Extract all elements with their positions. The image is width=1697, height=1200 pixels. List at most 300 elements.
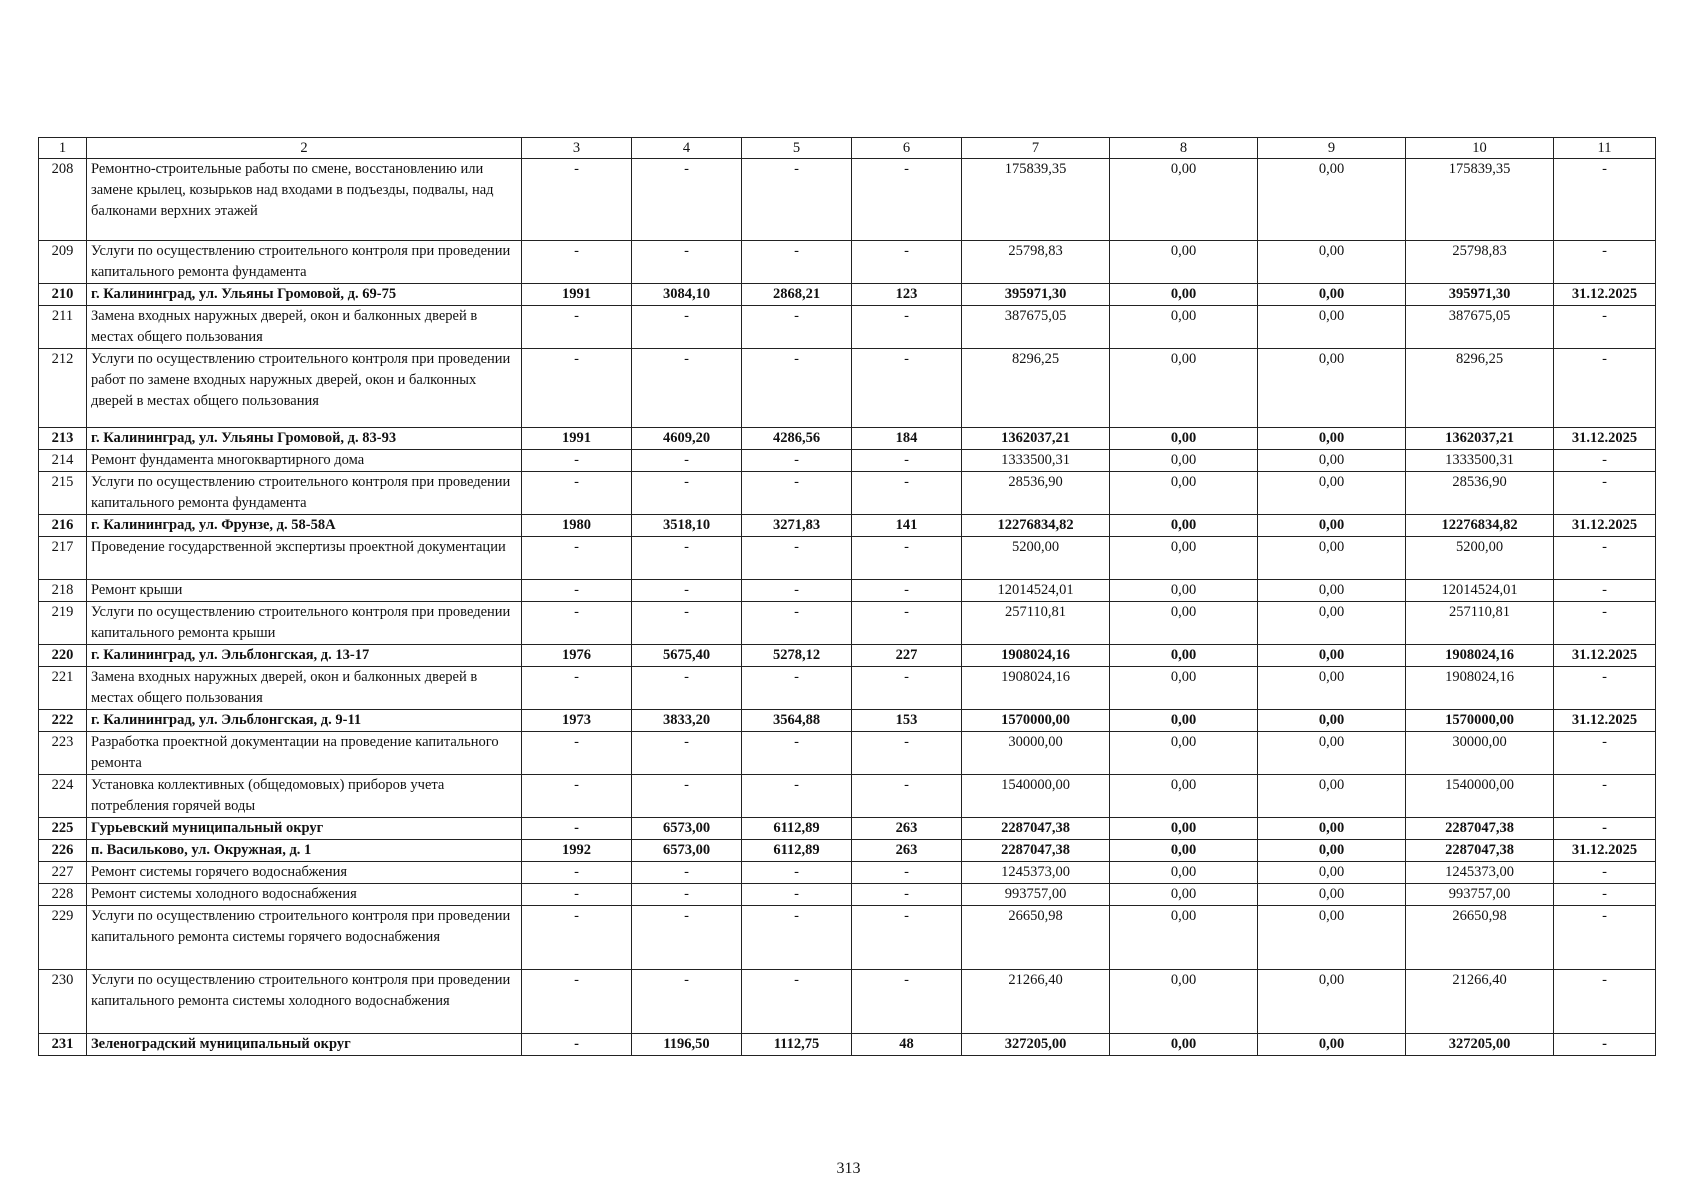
works-table [38, 137, 1656, 1056]
area-total-cell: 3084,10 [632, 284, 742, 306]
cost-col10-cell: 1908024,16 [1406, 645, 1554, 667]
year-cell: 1991 [522, 284, 632, 306]
cost-col9-cell: 0,00 [1258, 306, 1406, 349]
completion-date-cell: - [1554, 472, 1656, 515]
table-row [39, 645, 1656, 667]
cost-total-cell: 1908024,16 [962, 667, 1110, 710]
cost-total-cell: 12276834,82 [962, 515, 1110, 537]
cost-col8-cell: 0,00 [1110, 241, 1258, 284]
cost-total-cell: 8296,25 [962, 349, 1110, 428]
cost-col8-cell: 0,00 [1110, 515, 1258, 537]
year-cell: - [522, 862, 632, 884]
cost-col10-cell: 26650,98 [1406, 906, 1554, 970]
year-cell: - [522, 1034, 632, 1056]
year-cell: 1976 [522, 645, 632, 667]
row-number: 213 [39, 428, 87, 450]
cost-col8-cell: 0,00 [1110, 1034, 1258, 1056]
row-description: Ремонт фундамента многоквартирного дома [87, 450, 522, 472]
completion-date-cell: 31.12.2025 [1554, 515, 1656, 537]
area-living-cell: 6112,89 [742, 818, 852, 840]
table-row [39, 862, 1656, 884]
area-total-cell: - [632, 775, 742, 818]
area-total-cell: - [632, 970, 742, 1034]
cost-col9-cell: 0,00 [1258, 472, 1406, 515]
cost-col8-cell: 0,00 [1110, 732, 1258, 775]
row-number: 217 [39, 537, 87, 580]
cost-col10-cell: 1908024,16 [1406, 667, 1554, 710]
cost-col8-cell: 0,00 [1110, 159, 1258, 241]
area-living-cell: - [742, 862, 852, 884]
residents-cell: - [852, 862, 962, 884]
completion-date-cell: - [1554, 306, 1656, 349]
area-living-cell: 1112,75 [742, 1034, 852, 1056]
col-header-1: 1 [39, 138, 87, 159]
row-description: Услуги по осуществлению строительного контроля при проведении капитального ремонта фундамента [87, 472, 522, 515]
year-cell: - [522, 450, 632, 472]
area-living-cell: 6112,89 [742, 840, 852, 862]
col-header-10: 10 [1406, 138, 1554, 159]
row-description: Ремонт крыши [87, 580, 522, 602]
cost-total-cell: 1362037,21 [962, 428, 1110, 450]
cost-total-cell: 257110,81 [962, 602, 1110, 645]
table-row [39, 602, 1656, 645]
row-description: Разработка проектной документации на проведение капитального ремонта [87, 732, 522, 775]
table-row [39, 775, 1656, 818]
table-row [39, 667, 1656, 710]
residents-cell: 227 [852, 645, 962, 667]
area-total-cell: 1196,50 [632, 1034, 742, 1056]
area-living-cell: - [742, 970, 852, 1034]
cost-total-cell: 26650,98 [962, 906, 1110, 970]
year-cell: - [522, 159, 632, 241]
residents-cell: - [852, 450, 962, 472]
residents-cell: - [852, 580, 962, 602]
cost-total-cell: 395971,30 [962, 284, 1110, 306]
col-header-9: 9 [1258, 138, 1406, 159]
cost-col10-cell: 257110,81 [1406, 602, 1554, 645]
area-living-cell: - [742, 732, 852, 775]
row-description: Проведение государственной экспертизы проектной документации [87, 537, 522, 580]
cost-col9-cell: 0,00 [1258, 1034, 1406, 1056]
col-header-5: 5 [742, 138, 852, 159]
cost-total-cell: 2287047,38 [962, 818, 1110, 840]
cost-col9-cell: 0,00 [1258, 818, 1406, 840]
row-number: 223 [39, 732, 87, 775]
residents-cell: - [852, 306, 962, 349]
residents-cell: 141 [852, 515, 962, 537]
year-cell: - [522, 349, 632, 428]
cost-col9-cell: 0,00 [1258, 710, 1406, 732]
cost-total-cell: 28536,90 [962, 472, 1110, 515]
area-living-cell: - [742, 602, 852, 645]
cost-total-cell: 1245373,00 [962, 862, 1110, 884]
area-total-cell: - [632, 884, 742, 906]
year-cell: 1973 [522, 710, 632, 732]
year-cell: 1992 [522, 840, 632, 862]
row-number: 210 [39, 284, 87, 306]
cost-col8-cell: 0,00 [1110, 906, 1258, 970]
cost-col10-cell: 175839,35 [1406, 159, 1554, 241]
area-living-cell: - [742, 580, 852, 602]
row-number: 224 [39, 775, 87, 818]
row-number: 214 [39, 450, 87, 472]
area-total-cell: 3518,10 [632, 515, 742, 537]
row-description: Ремонт системы холодного водоснабжения [87, 884, 522, 906]
completion-date-cell: - [1554, 884, 1656, 906]
table-row [39, 241, 1656, 284]
cost-col10-cell: 30000,00 [1406, 732, 1554, 775]
area-living-cell: - [742, 537, 852, 580]
col-header-2: 2 [87, 138, 522, 159]
table-row [39, 159, 1656, 241]
row-number: 226 [39, 840, 87, 862]
residents-cell: 184 [852, 428, 962, 450]
completion-date-cell: - [1554, 862, 1656, 884]
cost-col8-cell: 0,00 [1110, 667, 1258, 710]
cost-total-cell: 1908024,16 [962, 645, 1110, 667]
cost-col10-cell: 1245373,00 [1406, 862, 1554, 884]
area-living-cell: 5278,12 [742, 645, 852, 667]
area-living-cell: - [742, 349, 852, 428]
row-description: г. Калининград, ул. Эльблонгская, д. 13-17 [87, 645, 522, 667]
row-description: г. Калининград, ул. Фрунзе, д. 58-58А [87, 515, 522, 537]
cost-col10-cell: 21266,40 [1406, 970, 1554, 1034]
year-cell: - [522, 884, 632, 906]
year-cell: 1980 [522, 515, 632, 537]
cost-total-cell: 2287047,38 [962, 840, 1110, 862]
residents-cell: 153 [852, 710, 962, 732]
area-living-cell: 4286,56 [742, 428, 852, 450]
page-number: 313 [836, 1160, 861, 1177]
table-row [39, 450, 1656, 472]
year-cell: 1991 [522, 428, 632, 450]
col-header-3: 3 [522, 138, 632, 159]
table-row [39, 537, 1656, 580]
cost-col10-cell: 12276834,82 [1406, 515, 1554, 537]
residents-cell: 123 [852, 284, 962, 306]
area-living-cell: - [742, 306, 852, 349]
residents-cell: - [852, 349, 962, 428]
cost-col8-cell: 0,00 [1110, 428, 1258, 450]
cost-col9-cell: 0,00 [1258, 884, 1406, 906]
row-number: 225 [39, 818, 87, 840]
cost-total-cell: 30000,00 [962, 732, 1110, 775]
year-cell: - [522, 472, 632, 515]
row-description: г. Калининград, ул. Эльблонгская, д. 9-11 [87, 710, 522, 732]
area-total-cell: - [632, 159, 742, 241]
residents-cell: - [852, 775, 962, 818]
cost-col9-cell: 0,00 [1258, 906, 1406, 970]
cost-col10-cell: 2287047,38 [1406, 818, 1554, 840]
cost-col8-cell: 0,00 [1110, 862, 1258, 884]
cost-col8-cell: 0,00 [1110, 580, 1258, 602]
cost-col8-cell: 0,00 [1110, 645, 1258, 667]
row-description: г. Калининград, ул. Ульяны Громовой, д. 69-75 [87, 284, 522, 306]
table-row [39, 349, 1656, 428]
table-row [39, 710, 1656, 732]
cost-col9-cell: 0,00 [1258, 450, 1406, 472]
completion-date-cell: - [1554, 241, 1656, 284]
col-header-4: 4 [632, 138, 742, 159]
table-row [39, 884, 1656, 906]
completion-date-cell: - [1554, 667, 1656, 710]
table-row [39, 970, 1656, 1034]
area-total-cell: 5675,40 [632, 645, 742, 667]
cost-col8-cell: 0,00 [1110, 884, 1258, 906]
table-row [39, 428, 1656, 450]
completion-date-cell: 31.12.2025 [1554, 645, 1656, 667]
col-header-7: 7 [962, 138, 1110, 159]
table-row [39, 1034, 1656, 1056]
cost-total-cell: 387675,05 [962, 306, 1110, 349]
cost-col8-cell: 0,00 [1110, 840, 1258, 862]
area-total-cell: - [632, 450, 742, 472]
row-number: 219 [39, 602, 87, 645]
cost-col10-cell: 8296,25 [1406, 349, 1554, 428]
cost-col10-cell: 1333500,31 [1406, 450, 1554, 472]
year-cell: - [522, 306, 632, 349]
cost-col9-cell: 0,00 [1258, 732, 1406, 775]
completion-date-cell: 31.12.2025 [1554, 710, 1656, 732]
cost-col10-cell: 25798,83 [1406, 241, 1554, 284]
cost-total-cell: 1540000,00 [962, 775, 1110, 818]
row-description: Замена входных наружных дверей, окон и балконных дверей в местах общего пользования [87, 667, 522, 710]
row-number: 218 [39, 580, 87, 602]
table-row [39, 284, 1656, 306]
year-cell: - [522, 241, 632, 284]
row-description: Услуги по осуществлению строительного контроля при проведении капитального ремонта фундамента [87, 241, 522, 284]
cost-total-cell: 12014524,01 [962, 580, 1110, 602]
completion-date-cell: - [1554, 349, 1656, 428]
table-row [39, 906, 1656, 970]
completion-date-cell: - [1554, 970, 1656, 1034]
table-row [39, 472, 1656, 515]
table-row [39, 580, 1656, 602]
completion-date-cell: - [1554, 775, 1656, 818]
table-row [39, 306, 1656, 349]
residents-cell: 263 [852, 818, 962, 840]
row-number: 222 [39, 710, 87, 732]
table-row [39, 515, 1656, 537]
area-total-cell: 6573,00 [632, 818, 742, 840]
cost-col8-cell: 0,00 [1110, 284, 1258, 306]
cost-col9-cell: 0,00 [1258, 667, 1406, 710]
residents-cell: - [852, 732, 962, 775]
area-living-cell: - [742, 450, 852, 472]
area-total-cell: 3833,20 [632, 710, 742, 732]
row-number: 208 [39, 159, 87, 241]
row-description: Замена входных наружных дверей, окон и балконных дверей в местах общего пользования [87, 306, 522, 349]
area-total-cell: - [632, 241, 742, 284]
area-living-cell: 3271,83 [742, 515, 852, 537]
col-header-8: 8 [1110, 138, 1258, 159]
cost-col9-cell: 0,00 [1258, 159, 1406, 241]
cost-total-cell: 993757,00 [962, 884, 1110, 906]
area-living-cell: - [742, 906, 852, 970]
row-number: 215 [39, 472, 87, 515]
completion-date-cell: - [1554, 580, 1656, 602]
table-row [39, 840, 1656, 862]
area-total-cell: - [632, 306, 742, 349]
row-number: 212 [39, 349, 87, 428]
residents-cell: 263 [852, 840, 962, 862]
cost-col9-cell: 0,00 [1258, 840, 1406, 862]
cost-col9-cell: 0,00 [1258, 241, 1406, 284]
completion-date-cell: - [1554, 906, 1656, 970]
cost-col9-cell: 0,00 [1258, 970, 1406, 1034]
completion-date-cell: - [1554, 818, 1656, 840]
year-cell: - [522, 732, 632, 775]
cost-col8-cell: 0,00 [1110, 306, 1258, 349]
area-total-cell: - [632, 537, 742, 580]
residents-cell: 48 [852, 1034, 962, 1056]
row-number: 230 [39, 970, 87, 1034]
cost-col10-cell: 1362037,21 [1406, 428, 1554, 450]
row-description: Ремонтно-строительные работы по смене, восстановлению или замене крылец, козырьков над входами в подъезды, подвалы, над балконами верхних этажей [87, 159, 522, 241]
completion-date-cell: - [1554, 1034, 1656, 1056]
year-cell: - [522, 580, 632, 602]
cost-col9-cell: 0,00 [1258, 284, 1406, 306]
cost-col10-cell: 1540000,00 [1406, 775, 1554, 818]
row-description: п. Васильково, ул. Окружная, д. 1 [87, 840, 522, 862]
cost-col10-cell: 1570000,00 [1406, 710, 1554, 732]
row-number: 228 [39, 884, 87, 906]
completion-date-cell: - [1554, 732, 1656, 775]
cost-col9-cell: 0,00 [1258, 515, 1406, 537]
year-cell: - [522, 602, 632, 645]
completion-date-cell: 31.12.2025 [1554, 840, 1656, 862]
cost-total-cell: 5200,00 [962, 537, 1110, 580]
cost-col9-cell: 0,00 [1258, 428, 1406, 450]
area-living-cell: - [742, 667, 852, 710]
completion-date-cell: - [1554, 602, 1656, 645]
cost-col8-cell: 0,00 [1110, 472, 1258, 515]
area-total-cell: - [632, 862, 742, 884]
cost-col8-cell: 0,00 [1110, 710, 1258, 732]
cost-col8-cell: 0,00 [1110, 775, 1258, 818]
area-living-cell: 2868,21 [742, 284, 852, 306]
column-number-row [39, 138, 1656, 159]
area-living-cell: - [742, 775, 852, 818]
year-cell: - [522, 667, 632, 710]
completion-date-cell: - [1554, 450, 1656, 472]
cost-col10-cell: 387675,05 [1406, 306, 1554, 349]
completion-date-cell: - [1554, 537, 1656, 580]
residents-cell: - [852, 472, 962, 515]
table-row [39, 818, 1656, 840]
cost-total-cell: 175839,35 [962, 159, 1110, 241]
row-description: Установка коллективных (общедомовых) приборов учета потребления горячей воды [87, 775, 522, 818]
cost-col9-cell: 0,00 [1258, 537, 1406, 580]
area-living-cell: - [742, 472, 852, 515]
cost-col8-cell: 0,00 [1110, 349, 1258, 428]
row-number: 221 [39, 667, 87, 710]
area-living-cell: - [742, 884, 852, 906]
cost-col8-cell: 0,00 [1110, 818, 1258, 840]
cost-col8-cell: 0,00 [1110, 602, 1258, 645]
table-row [39, 732, 1656, 775]
row-number: 209 [39, 241, 87, 284]
area-total-cell: - [632, 667, 742, 710]
row-description: Гурьевский муниципальный округ [87, 818, 522, 840]
completion-date-cell: 31.12.2025 [1554, 284, 1656, 306]
row-number: 216 [39, 515, 87, 537]
cost-col10-cell: 395971,30 [1406, 284, 1554, 306]
cost-col10-cell: 993757,00 [1406, 884, 1554, 906]
area-total-cell: - [632, 602, 742, 645]
area-total-cell: 6573,00 [632, 840, 742, 862]
row-description: г. Калининград, ул. Ульяны Громовой, д. 83-93 [87, 428, 522, 450]
area-living-cell: - [742, 159, 852, 241]
area-total-cell: - [632, 349, 742, 428]
cost-col8-cell: 0,00 [1110, 970, 1258, 1034]
residents-cell: - [852, 159, 962, 241]
row-number: 220 [39, 645, 87, 667]
row-description: Услуги по осуществлению строительного контроля при проведении работ по замене входных наружных дверей, окон и балконных дверей в местах общего пользования [87, 349, 522, 428]
area-living-cell: - [742, 241, 852, 284]
cost-col9-cell: 0,00 [1258, 645, 1406, 667]
cost-col8-cell: 0,00 [1110, 537, 1258, 580]
completion-date-cell: - [1554, 159, 1656, 241]
cost-col10-cell: 28536,90 [1406, 472, 1554, 515]
area-total-cell: - [632, 580, 742, 602]
year-cell: - [522, 818, 632, 840]
area-total-cell: - [632, 732, 742, 775]
completion-date-cell: 31.12.2025 [1554, 428, 1656, 450]
row-description: Услуги по осуществлению строительного контроля при проведении капитального ремонта крыши [87, 602, 522, 645]
year-cell: - [522, 537, 632, 580]
row-description: Услуги по осуществлению строительного контроля при проведении капитального ремонта системы холодного водоснабжения [87, 970, 522, 1034]
cost-col10-cell: 2287047,38 [1406, 840, 1554, 862]
row-description: Зеленоградский муниципальный округ [87, 1034, 522, 1056]
cost-col9-cell: 0,00 [1258, 349, 1406, 428]
residents-cell: - [852, 537, 962, 580]
cost-col10-cell: 5200,00 [1406, 537, 1554, 580]
residents-cell: - [852, 884, 962, 906]
cost-col9-cell: 0,00 [1258, 862, 1406, 884]
row-description: Услуги по осуществлению строительного контроля при проведении капитального ремонта системы горячего водоснабжения [87, 906, 522, 970]
cost-col9-cell: 0,00 [1258, 580, 1406, 602]
row-number: 211 [39, 306, 87, 349]
cost-col9-cell: 0,00 [1258, 775, 1406, 818]
row-number: 231 [39, 1034, 87, 1056]
area-total-cell: 4609,20 [632, 428, 742, 450]
residents-cell: - [852, 602, 962, 645]
col-header-11: 11 [1554, 138, 1656, 159]
cost-total-cell: 21266,40 [962, 970, 1110, 1034]
residents-cell: - [852, 906, 962, 970]
cost-total-cell: 1333500,31 [962, 450, 1110, 472]
cost-col9-cell: 0,00 [1258, 602, 1406, 645]
col-header-6: 6 [852, 138, 962, 159]
year-cell: - [522, 775, 632, 818]
area-total-cell: - [632, 472, 742, 515]
residents-cell: - [852, 970, 962, 1034]
area-living-cell: 3564,88 [742, 710, 852, 732]
row-number: 227 [39, 862, 87, 884]
residents-cell: - [852, 667, 962, 710]
cost-col8-cell: 0,00 [1110, 450, 1258, 472]
year-cell: - [522, 906, 632, 970]
cost-total-cell: 1570000,00 [962, 710, 1110, 732]
row-description: Ремонт системы горячего водоснабжения [87, 862, 522, 884]
residents-cell: - [852, 241, 962, 284]
cost-col10-cell: 12014524,01 [1406, 580, 1554, 602]
year-cell: - [522, 970, 632, 1034]
area-total-cell: - [632, 906, 742, 970]
row-number: 229 [39, 906, 87, 970]
cost-col10-cell: 327205,00 [1406, 1034, 1554, 1056]
